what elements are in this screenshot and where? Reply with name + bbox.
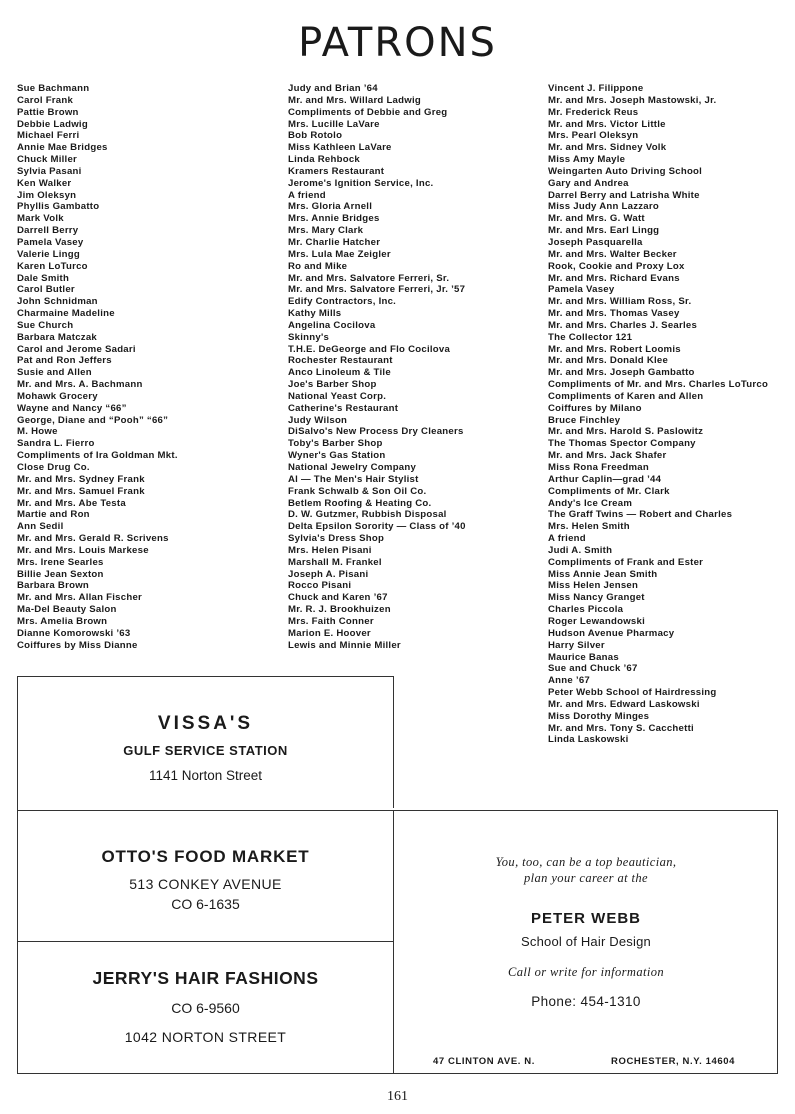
peter-webb-ad-city: ROCHESTER, N.Y. 14604 (611, 1056, 736, 1067)
patron-entry: Sue Church (17, 319, 74, 331)
patron-entry: Miss Dorothy Minges (548, 710, 650, 722)
page-number: 161 (387, 1089, 408, 1104)
patron-entry: Mr. Frederick Reus (548, 106, 639, 118)
patron-entry: M. Howe (17, 426, 58, 438)
patron-entry: Maurice Banas (548, 651, 619, 663)
patron-entry: Vincent J. Filippone (548, 83, 644, 94)
patron-entry: Mr. and Mrs. Sydney Frank (17, 473, 145, 485)
patron-entry: Sue Bachmann (17, 83, 90, 94)
patron-entry: Darrell Berry (17, 225, 79, 237)
patron-entry: Peter Webb School of Hairdressing (548, 687, 717, 699)
patron-entry: Edify Contractors, Inc. (288, 296, 397, 308)
patrons-column-1 (17, 83, 178, 652)
patron-entry: Mr. R. J. Brookhuizen (288, 604, 391, 616)
patron-entry: Compliments of Debbie and Greg (288, 106, 448, 118)
patron-entry: Mrs. Helen Pisani (288, 544, 372, 556)
patron-entry: Toby's Barber Shop (288, 438, 383, 450)
patron-entry: Mr. and Mrs. Victor Little (548, 118, 666, 130)
patron-entry: Roger Lewandowski (548, 615, 646, 627)
patron-entry: Mr. and Mrs. Abe Testa (17, 497, 126, 509)
otto-ad-phone: CO 6-1635 (171, 896, 240, 912)
patron-entry: Anne ’67 (548, 675, 590, 687)
patron-entry: Frank Schwalb & Son Oil Co. (288, 485, 427, 497)
divider (17, 676, 394, 677)
patron-entry: Darrel Berry and Latrisha White (548, 189, 700, 201)
patron-entry: Al — The Men's Hair Stylist (288, 473, 419, 485)
patron-entry: Mr. and Mrs. A. Bachmann (17, 379, 143, 391)
patron-entry: Mr. and Mrs. William Ross, Sr. (548, 296, 692, 308)
patron-entry: Michael Ferri (17, 130, 80, 142)
patron-entry: Compliments of Mr. Clark (548, 485, 670, 497)
patron-entry: Martie and Ron (17, 509, 90, 521)
patron-entry: Mrs. Helen Smith (548, 521, 630, 533)
patron-entry: Mrs. Lula Mae Zeigler (288, 248, 391, 260)
jerry-ad-address: 1042 NORTON STREET (124, 1029, 287, 1045)
peter-webb-ad-call: Call or write for information (507, 965, 665, 979)
patron-entry: Lewis and Minnie Miller (288, 639, 401, 651)
patron-entry: The Thomas Spector Company (548, 438, 696, 450)
vissa-ad-address: 1141 Norton Street (148, 768, 263, 783)
peter-webb-ad-subtitle: School of Hair Design (521, 934, 651, 949)
patron-entry: Miss Annie Jean Smith (548, 568, 658, 580)
patron-entry: DiSalvo's New Process Dry Cleaners (288, 426, 464, 438)
patron-entry: Hudson Avenue Pharmacy (548, 627, 675, 639)
patron-entry: Billie Jean Sexton (17, 568, 104, 580)
patron-entry: Kathy Mills (288, 308, 342, 320)
patron-entry: Mr. and Mrs. Walter Becker (548, 248, 677, 260)
patron-entry: Mrs. Lucille LaVare (288, 118, 380, 130)
patron-entry: Linda Rehbock (288, 154, 361, 166)
patron-entry: Linda Laskowski (548, 734, 629, 746)
patron-entry: Marshall M. Frankel (288, 556, 382, 568)
patron-entry: Mr. and Mrs. Joseph Mastowski, Jr. (548, 94, 717, 106)
patron-entry: Mr. and Mrs. Gerald R. Scrivens (17, 533, 169, 545)
patron-entry: Mr. Charlie Hatcher (288, 236, 381, 248)
divider (393, 676, 394, 808)
divider (17, 810, 778, 811)
patron-entry: Catherine's Restaurant (288, 402, 399, 414)
patron-entry: Karen LoTurco (17, 260, 88, 272)
patron-entry: Rochester Restaurant (288, 355, 393, 367)
patron-entry: Mr. and Mrs. Earl Lingg (548, 225, 660, 237)
patron-entry: Miss Amy Mayle (548, 154, 626, 166)
patron-entry: Mark Volk (17, 213, 64, 225)
patron-entry: Carol Butler (17, 284, 75, 296)
patron-entry: Betlem Roofing & Heating Co. (288, 497, 432, 509)
patron-entry: Mrs. Faith Conner (288, 615, 374, 627)
patron-entry: D. W. Gutzmer, Rubbish Disposal (288, 509, 447, 521)
patron-entry: T.H.E. DeGeorge and Flo Cocilova (288, 343, 451, 355)
patron-entry: Mrs. Irene Searles (17, 556, 104, 568)
patrons-column-2 (288, 83, 466, 652)
patron-entry: Mr. and Mrs. Robert Loomis (548, 343, 681, 355)
patron-entry: Skinny's (288, 331, 330, 343)
patron-entry: Sandra L. Fierro (17, 438, 95, 450)
divider (17, 941, 394, 942)
patron-entry: Miss Rona Freedman (548, 462, 649, 473)
patron-entry: Kramers Restaurant (288, 165, 385, 177)
patron-entry: George, Diane and “Pooh” “66” (17, 414, 169, 426)
patron-entry: Sue and Chuck ’67 (548, 663, 638, 675)
patron-entry: Ma-Del Beauty Salon (17, 604, 117, 616)
patron-entry: Bruce Finchley (548, 414, 621, 426)
patron-entry: Anco Linoleum & Tile (288, 367, 391, 379)
patron-entry: National Jewelry Company (288, 462, 417, 473)
patron-entry: Marion E. Hoover (288, 627, 371, 639)
patron-entry: Pamela Vasey (17, 236, 84, 248)
patron-entry: Mr. and Mrs. Salvatore Ferreri, Jr. ’57 (288, 284, 466, 296)
patron-entry: Rook, Cookie and Proxy Lox (548, 260, 685, 272)
patron-entry: Mr. and Mrs. Willard Ladwig (288, 94, 421, 106)
otto-ad-name: OTTO'S FOOD MARKET (101, 847, 310, 866)
patron-entry: Pattie Brown (17, 106, 79, 118)
patron-entry: A friend (548, 533, 586, 545)
patron-entry: Arthur Caplin—grad ’44 (548, 473, 662, 485)
peter-webb-ad-name: PETER WEBB (530, 910, 641, 927)
patron-entry: Mr. and Mrs. Charles J. Searles (548, 319, 698, 331)
patron-entry: Coiffures by Miss Dianne (17, 639, 138, 651)
patron-entry: Compliments of Karen and Allen (548, 390, 704, 402)
patron-entry: Compliments of Mr. and Mrs. Charles LoTurco (548, 379, 769, 391)
patron-entry: Miss Kathleen LaVare (288, 142, 392, 154)
jerry-ad-name: JERRY'S HAIR FASHIONS (92, 968, 319, 988)
otto-ad-address: 513 CONKEY AVENUE (129, 876, 282, 892)
patron-entry: Gary and Andrea (548, 177, 629, 189)
patron-entry: Chuck and Karen ’67 (288, 592, 388, 604)
patron-entry: Judi A. Smith (548, 544, 613, 556)
patron-entry: Mr. and Mrs. Richard Evans (548, 272, 680, 284)
patron-entry: Joe's Barber Shop (288, 379, 377, 391)
patron-entry: Mohawk Grocery (17, 390, 98, 402)
patron-entry: Miss Helen Jensen (548, 580, 639, 592)
patron-entry: Mrs. Annie Bridges (288, 213, 380, 225)
jerry-ad-phone: CO 6-9560 (171, 1000, 240, 1016)
patron-entry: Wyner's Gas Station (288, 450, 386, 462)
peter-webb-ad-phone: Phone: 454-1310 (531, 994, 641, 1009)
patron-entry: Angelina Cocilova (288, 319, 376, 331)
patron-entry: Charles Piccola (548, 604, 624, 616)
patron-entry: Mrs. Amelia Brown (17, 615, 108, 627)
patron-entry: Susie and Allen (17, 367, 92, 379)
patron-entry: Compliments of Frank and Ester (548, 556, 704, 568)
patron-entry: Mr. and Mrs. Donald Klee (548, 355, 669, 367)
patron-entry: Mr. and Mrs. Thomas Vasey (548, 308, 680, 320)
patron-entry: A friend (288, 189, 326, 201)
patron-entry: Mr. and Mrs. Jack Shafer (548, 450, 667, 462)
patron-entry: Pat and Ron Jeffers (17, 355, 112, 367)
patron-entry: Debbie Ladwig (17, 118, 88, 130)
peter-webb-ad-address: 47 CLINTON AVE. N. (433, 1056, 535, 1067)
patron-entry: Chuck Miller (17, 154, 78, 166)
patron-entry: Joseph A. Pisani (288, 568, 369, 580)
patron-entry: Mr. and Mrs. Salvatore Ferreri, Sr. (288, 272, 450, 284)
patron-entry: The Collector 121 (548, 331, 633, 343)
patron-entry: Judy Wilson (288, 414, 348, 426)
divider (17, 1073, 778, 1074)
page-title: PATRONS (298, 20, 497, 66)
patron-entry: Harry Silver (548, 639, 605, 651)
patron-entry: Carol and Jerome Sadari (17, 343, 136, 355)
patron-entry: Miss Nancy Granget (548, 592, 645, 604)
patron-entry: Sylvia's Dress Shop (288, 533, 385, 545)
patron-entry: Mr. and Mrs. Harold S. Paslowitz (548, 426, 704, 438)
peter-webb-ad-tagline-1: You, too, can be a top beautician, (495, 855, 677, 869)
patron-entry: The Graff Twins — Robert and Charles (548, 509, 733, 521)
patron-entry: Ann Sedil (17, 521, 64, 533)
patron-entry: Charmaine Madeline (17, 308, 115, 320)
patron-entry: Compliments of Ira Goldman Mkt. (17, 450, 178, 462)
patron-entry: Weingarten Auto Driving School (548, 165, 703, 177)
peter-webb-ad-tagline-2: plan your career at the (524, 871, 648, 885)
patron-entry: Bob Rotolo (288, 130, 343, 142)
patron-entry: Jerome's Ignition Service, Inc. (288, 177, 434, 189)
patron-entry: Judy and Brian ’64 (288, 83, 378, 94)
patron-entry: Andy's Ice Cream (548, 497, 633, 509)
patron-entry: Mr. and Mrs. Samuel Frank (17, 485, 145, 497)
patron-entry: Mrs. Gloria Arnell (288, 201, 373, 213)
patron-entry: Mrs. Mary Clark (288, 225, 364, 237)
patron-entry: Rocco Pisani (288, 580, 352, 592)
patron-entry: Carol Frank (17, 94, 74, 106)
patron-entry: Mr. and Mrs. Joseph Gambatto (548, 367, 695, 379)
vissa-ad-name: VISSA'S (157, 713, 254, 734)
patron-entry: Dale Smith (17, 272, 70, 284)
patron-entry: National Yeast Corp. (288, 390, 387, 402)
patron-entry: Wayne and Nancy “66” (17, 402, 127, 414)
patrons-column-3 (548, 83, 768, 746)
vissa-ad-subtitle: GULF SERVICE STATION (123, 743, 288, 758)
patron-entry: Valerie Lingg (17, 248, 80, 260)
patron-entry: Mrs. Pearl Oleksyn (548, 130, 639, 142)
patron-entry: Mr. and Mrs. G. Watt (548, 213, 645, 225)
patron-entry: Close Drug Co. (17, 462, 90, 473)
patron-entry: Barbara Matczak (17, 331, 98, 343)
patron-entry: Delta Epsilon Sorority — Class of ’40 (288, 521, 466, 533)
patron-entry: Mr. and Mrs. Louis Markese (17, 544, 149, 556)
patron-entry: Annie Mae Bridges (17, 142, 108, 154)
patron-entry: Mr. and Mrs. Edward Laskowski (548, 698, 700, 710)
patron-entry: Coiffures by Milano (548, 402, 642, 414)
patron-entry: Mr. and Mrs. Sidney Volk (548, 142, 667, 154)
patron-entry: Dianne Komorowski ’63 (17, 627, 131, 639)
patron-entry: Pamela Vasey (548, 284, 615, 296)
patron-entry: Mr. and Mrs. Tony S. Cacchetti (548, 722, 694, 734)
patron-entry: Ken Walker (17, 177, 72, 189)
patron-entry: Ro and Mike (288, 260, 348, 272)
patron-entry: Miss Judy Ann Lazzaro (548, 201, 659, 213)
patron-entry: Mr. and Mrs. Allan Fischer (17, 592, 143, 604)
patron-entry: Phyllis Gambatto (17, 201, 100, 213)
patron-entry: John Schnidman (17, 296, 98, 308)
patron-entry: Sylvia Pasani (17, 165, 82, 177)
patron-entry: Barbara Brown (17, 580, 90, 592)
patron-entry: Jim Oleksyn (17, 189, 77, 201)
patron-entry: Joseph Pasquarella (548, 236, 643, 248)
